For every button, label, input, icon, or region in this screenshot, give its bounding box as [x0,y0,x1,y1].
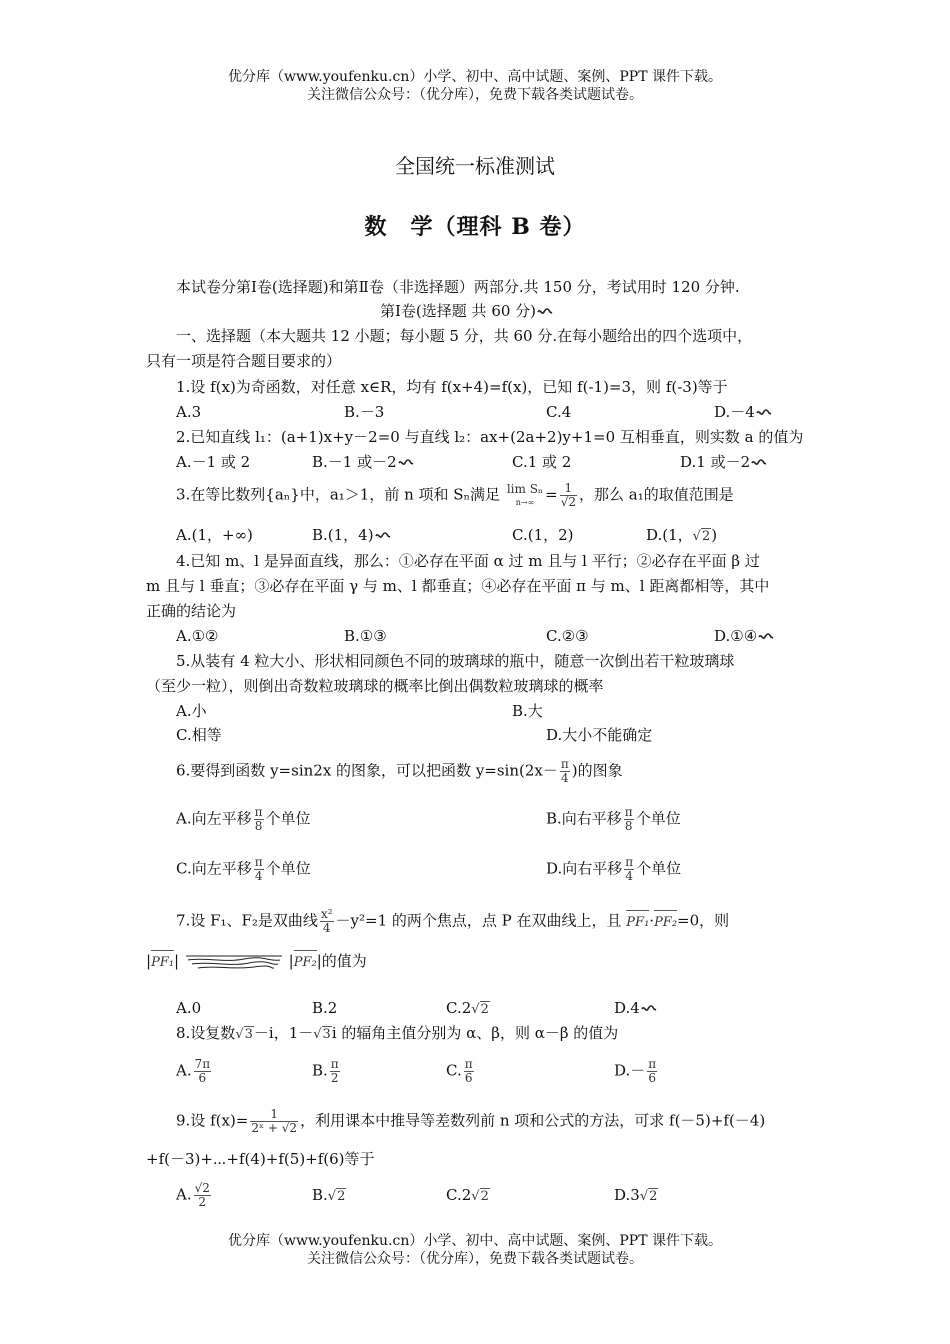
q3-option-a: A.(1，+∞) [176,526,253,544]
q3-option-d: D.(1，√2) [646,526,718,544]
header-line-1: 优分库（www.youfenku.cn）小学、初中、高中试题、案例、PPT 课件下载。 [227,69,722,85]
scribble-icon [751,458,767,468]
q4-line-3: 正确的结论为 [146,602,237,620]
q4-option-a: A.①② [176,627,219,645]
scribble-icon [375,531,391,541]
q1-stem: 1.设 f(x)为奇函数，对任意 x∈R，均有 f(x+4)=f(x)，已知 f(-1)=3，则 f(-3)等于 [176,378,728,396]
scribble-lines-icon [184,953,284,971]
q7-option-d: D.4 [614,997,657,1019]
intro-line-1: 本试卷分第Ⅰ卷(选择题)和第Ⅱ卷（非选择题）两部分.共 150 分，考试用时 120 分钟. [176,278,740,296]
footer-line-1: 优分库（www.youfenku.cn）小学、初中、高中试题、案例、PPT 课件下载。 [227,1233,722,1249]
q2-option-c: C.1 或 2 [512,453,572,471]
q8-option-c: C. $\frac{\pi}{6}$ [446,1057,473,1085]
q2-option-b: B.－1 或－2 [312,451,414,473]
section-1-line-2: 只有一项是符合题目要求的） [146,352,342,370]
q2-option-a: A.－1 或 2 [176,453,251,471]
q7-line-2: |PF₁| |PF₂|的值为 [146,950,367,974]
q7-option-c: C.2√2 [446,999,489,1017]
q4-option-b: B.①③ [344,627,387,645]
q3-option-c: C.(1，2) [512,526,574,544]
q6-option-d: D.向右平移 $\frac{\pi}{4}$ 个单位 [546,855,682,883]
vector-pf1: PF₁ [626,910,649,934]
q8-option-b: B. $\frac{\pi}{2}$ [312,1057,339,1085]
q5-line-1: 5.从装有 4 粒大小、形状相同颜色不同的玻璃球的瓶中，随意一次倒出若干粒玻璃球 [176,652,735,670]
q1-option-a: A.3 [176,403,202,421]
q6-option-c: C.向左平移 $\frac{\pi}{4}$ 个单位 [176,855,311,883]
header-line-2: 关注微信公众号：（优分库），免费下载各类试题试卷。 [307,87,643,103]
q5-option-d: D.大小不能确定 [546,726,653,744]
q4-line-2: m 且与 l 垂直；③必存在平面 γ 与 m、l 都垂直；④必存在平面 π 与 m、l 距离都相等，其中 [146,577,770,595]
q7-stem: 7.设 F₁、F₂是双曲线 $\frac{\text{x²}}{4}$ －y²=1 的两个焦点，点 P 在双曲线上，且 PF₁·PF₂=0，则 [176,907,730,935]
q6-option-b: B.向右平移 $\frac{\pi}{8}$ 个单位 [546,805,681,833]
scribble-icon [756,408,772,418]
scribble-icon [537,307,553,317]
exam-title: 全国统一标准测试 [395,154,555,178]
q7-option-a: A.0 [176,999,202,1017]
q5-option-b: B.大 [512,702,543,720]
vector-pf1-abs: PF₁ [151,950,174,974]
section-1-line-1: 一、选择题（本大题共 12 小题；每小题 5 分，共 60 分.在每小题给出的四个选项中， [176,327,753,345]
q9-stem: 9.设 f(x)= $\frac{1}{\text{2ˣ + √2}}$ ，利用课本中推导等差数列前 n 项和公式的方法，可求 f(－5)+f(－4) [176,1107,766,1135]
q1-option-d: D.－4 [714,401,772,423]
q9-option-a: A. $\frac{√2}{2}$ [176,1181,210,1209]
q2-stem: 2.已知直线 l₁：(a+1)x+y－2=0 与直线 l₂：ax+(2a+2)y+1=0 互相垂直，则实数 a 的值为 [176,428,804,446]
q5-option-c: C.相等 [176,726,222,744]
q7-option-b: B.2 [312,999,338,1017]
exam-subtitle: 数 学（理科 B 卷） [364,214,586,240]
q5-option-a: A.小 [176,702,207,720]
scribble-icon [641,1004,657,1014]
q6-option-a: A.向左平移 $\frac{\pi}{8}$ 个单位 [176,805,311,833]
q4-option-c: C.②③ [546,627,589,645]
q1-option-c: C.4 [546,403,572,421]
q8-option-a: A. $\frac{7\pi}{6}$ [176,1057,211,1085]
q6-stem: 6.要得到函数 y=sin2x 的图象，可以把函数 y=sin(2x－ $\frac{\pi}{4}$ )的图象 [176,757,623,785]
q1-option-b: B.－3 [344,403,385,421]
vector-pf2: PF₂ [654,910,677,934]
q3-stem: 3.在等比数列{aₙ}中，a₁＞1，前 n 项和 Sₙ满足 lim Sₙ n→∞ = $\frac{1}{√2}$ ，那么 a₁的取值范围是 [176,481,734,509]
scribble-icon [758,632,774,642]
q4-option-d: D.①④ [714,625,774,647]
intro-line-2 [380,300,553,322]
q9-line-2: +f(－3)+⋯+f(4)+f(5)+f(6)等于 [146,1150,375,1168]
footer-line-2: 关注微信公众号：（优分库），免费下载各类试题试卷。 [307,1251,643,1267]
intro-text: 第Ⅰ卷(选择题 共 60 分) [380,302,537,320]
q3-limit: lim Sₙ n→∞ [506,481,544,507]
vector-pf2-abs: PF₂ [294,950,317,974]
q3-fraction: $\frac{1}{√2}$ [560,481,576,509]
q9-option-d: D.3√2 [614,1186,658,1204]
q2-option-d: D.1 或－2 [680,451,767,473]
q8-stem: 8.设复数√3－i，1－√3i 的辐角主值分别为 α、β，则 α－β 的值为 [176,1024,619,1042]
q4-line-1: 4.已知 m、l 是异面直线，那么：①必存在平面 α 过 m 且与 l 平行；②必存在平面 β 过 [176,552,760,570]
q9-option-b: B.√2 [312,1186,346,1204]
scribble-icon [398,458,414,468]
q8-option-d: D.－ $\frac{\pi}{6}$ [614,1057,657,1085]
q9-option-c: C.2√2 [446,1186,489,1204]
q3-option-b: B.(1，4) [312,524,391,546]
q5-line-2: （至少一粒），则倒出奇数粒玻璃球的概率比倒出偶数粒玻璃球的概率 [146,677,604,695]
